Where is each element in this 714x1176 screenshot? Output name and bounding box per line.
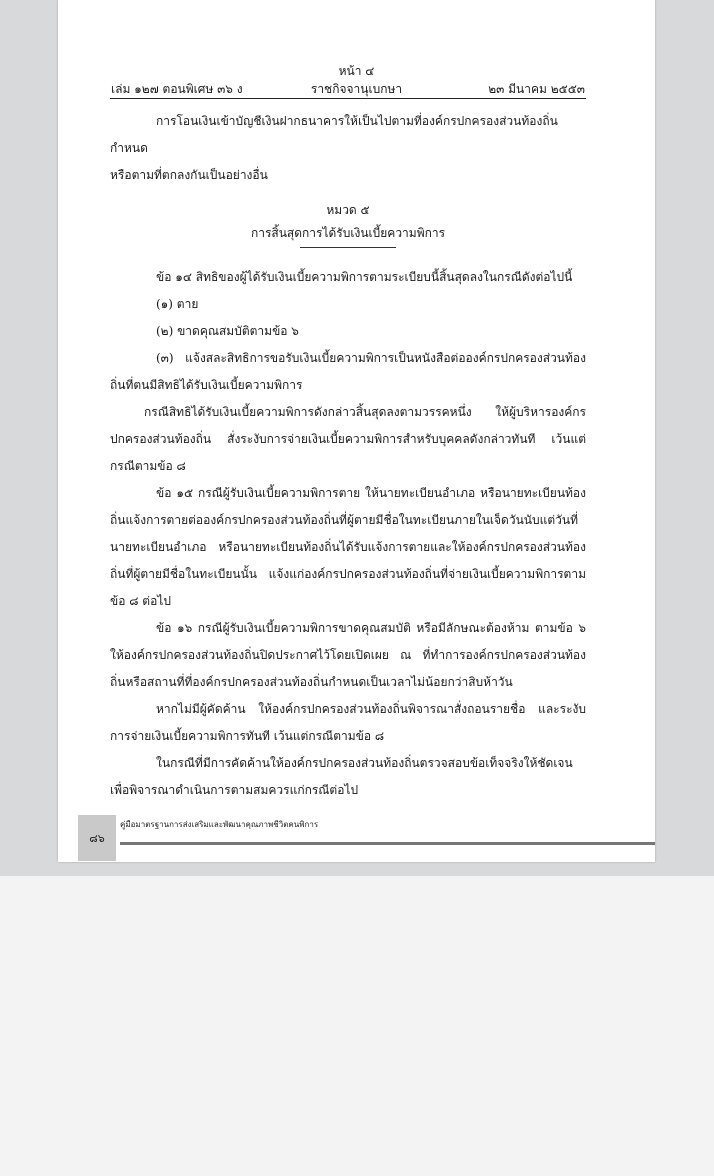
issue-number: เล่ม ๑๒๗ ตอนพิเศษ ๓๖ ง [111,82,243,96]
chapter-title: การสิ้นสุดการได้รับเงินเบี้ยความพิการ [250,226,446,240]
paragraph-transfer-line1: การโอนเงินเข้าบัญชีเงินฝากธนาคารให้เป็นไปตามที่องค์กรปกครองส่วนท้องถิ่นกำหนด [110,114,558,155]
footer-divider [120,842,655,845]
section-16-paragraph-3: ในกรณีที่มีการคัดค้านให้องค์กรปกครองส่วนท้องถิ่นตรวจสอบข้อเท็จจริงให้ชัดเจนเพื่อพิจารณาดำเนินการตามสมควรแก่กรณีต่อไป [110,756,573,797]
publication-date: ๒๓ มีนาคม ๒๕๕๓ [488,82,585,96]
section-14-paragraph-2: กรณีสิทธิได้รับเงินเบี้ยความพิการดังกล่าวสิ้นสุดลงตามวรรคหนึ่ง ให้ผู้บริหารองค์กรปกครองส่วนท้องถิ่น สั่งระงับการจ่ายเงินเบี้ยความพิการสำหรับบุคคลดังกล่าวทันที เว้นแต่กรณีตามข้อ ๘ [110,405,586,473]
section-14: ข้อ ๑๔ สิทธิของผู้ได้รับเงินเบี้ยความพิการตามระเบียบนี้สิ้นสุดลงในกรณีดังต่อไปนี้ [156,270,573,284]
page-footer [78,815,655,861]
header-divider [110,98,586,99]
paragraph-transfer-line2: หรือตามที่ตกลงกันเป็นอย่างอื่น [110,168,268,182]
gazette-title: ราชกิจจานุเบกษา [310,82,403,96]
footer-book-title: คู่มือมาตรฐานการส่งเสริมและพัฒนาคุณภาพชีวิตคนพิการ [120,820,319,829]
footer-page-number: ๘๖ [78,815,116,861]
section-16: ข้อ ๑๖ กรณีผู้รับเงินเบี้ยความพิการขาดคุณสมบัติ หรือมีลักษณะต้องห้าม ตามข้อ ๖ ให้องค์กรปกครองส่วนท้องถิ่นปิดประกาศไว้โดยเปิดเผย ณ ที่ทำการองค์กรปกครองส่วนท้องถิ่นหรือสถานที่ที่องค์กรปกครองส่วนท้องถิ่นกำหนดเป็นเวลาไม่น้อยกว่าสิบห้าวัน [110,621,586,689]
section-14-item-1: (๑) ตาย [156,297,199,311]
section-16-paragraph-2: หากไม่มีผู้คัดค้าน ให้องค์กรปกครองส่วนท้องถิ่นพิจารณาสั่งถอนรายชื่อ และระงับการจ่ายเงินเบี้ยความพิการทันที เว้นแต่กรณีตามข้อ ๘ [110,702,586,743]
document-page [58,0,655,862]
chapter-divider [300,247,396,248]
paragraph-transfer [110,108,586,189]
gazette-header [58,0,655,100]
page-number: หน้า ๔ [338,64,375,78]
chapter-heading: หมวด ๕ [326,203,370,217]
section-15: ข้อ ๑๕ กรณีผู้รับเงินเบี้ยความพิการตาย ให้นายทะเบียนอำเภอ หรือนายทะเบียนท้องถิ่นแจ้งการตายต่อองค์กรปกครองส่วนท้องถิ่นที่ผู้ตายมีชื่อในทะเบียนภายในเจ็ดวันนับแต่วันที่นายทะเบียนอำเภอ หรือนายทะเบียนท้องถิ่นได้รับแจ้งการตายและให้องค์กรปกครองส่วนท้องถิ่นที่ผู้ตายมีชื่อในทะเบียนนั้น แจ้งแก่องค์กรปกครองส่วนท้องถิ่นที่จ่ายเงินเบี้ยความพิการตามข้อ ๘ ต่อไป [110,486,586,608]
section-14-item-3: (๓) แจ้งสละสิทธิการขอรับเงินเบี้ยความพิการเป็นหนังสือต่อองค์กรปกครองส่วนท้องถิ่นที่ตนมีสิทธิได้รับเงินเบี้ยความพิการ [110,351,586,392]
document-body [110,108,586,804]
section-14-item-2: (๒) ขาดคุณสมบัติตามข้อ ๖ [156,324,299,338]
